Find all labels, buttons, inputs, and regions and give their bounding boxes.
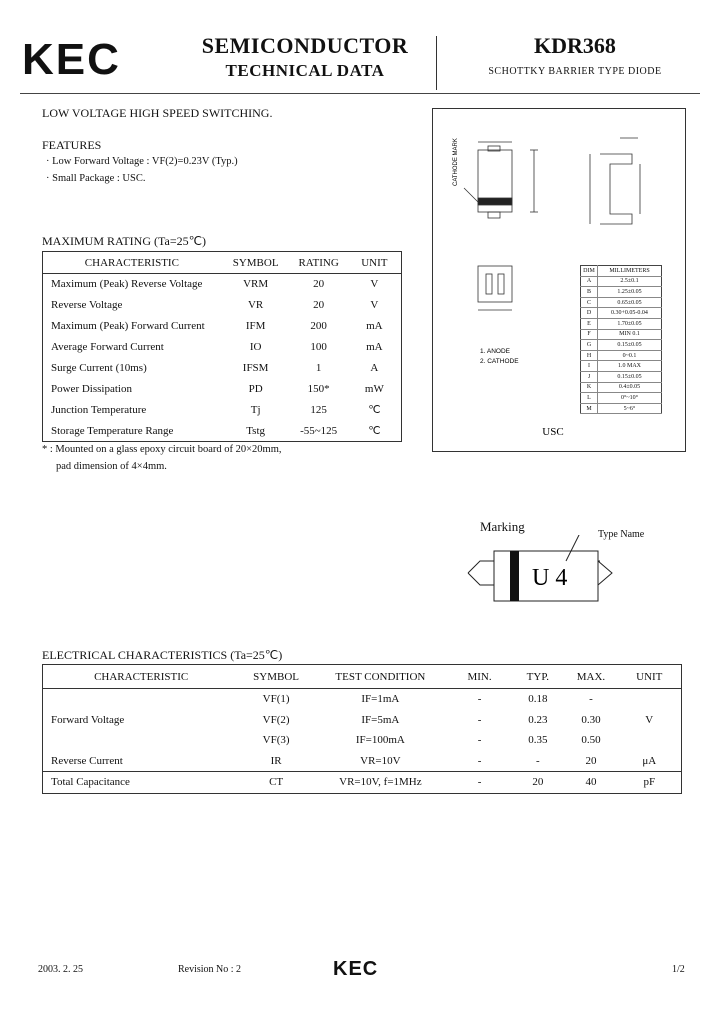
cell: VR=10V — [360, 754, 401, 767]
cell: - — [477, 693, 482, 706]
features-heading: FEATURES — [42, 138, 102, 152]
cell: Reverse Current — [51, 754, 123, 767]
cathode-mark-label: CATHODE MARK — [453, 138, 459, 186]
footer-revision: Revision No : 2 — [178, 964, 242, 975]
cell: IO — [249, 341, 262, 354]
table-row — [43, 689, 682, 710]
table-row — [581, 287, 662, 298]
cell: 0.30 — [581, 713, 601, 726]
cell: VF(1) — [262, 693, 290, 706]
table-row — [43, 295, 402, 316]
cell: E — [581, 318, 598, 329]
cell: μA — [642, 754, 657, 767]
table-row — [43, 358, 402, 379]
cell: 0.4±0.05 — [598, 382, 662, 393]
table-row — [43, 378, 402, 399]
col-header: TYP. — [511, 665, 564, 689]
table-row — [43, 420, 402, 441]
footer-page: 1/2 — [672, 964, 685, 975]
cathode-band — [478, 198, 512, 205]
table-row — [581, 403, 662, 414]
cell: V — [370, 299, 379, 312]
footnote: * : Mounted on a glass epoxy circuit board of 20×20mm, — [42, 444, 282, 455]
col-header: RATING — [290, 252, 348, 274]
table-row — [581, 393, 662, 404]
marking-cathode-band — [510, 551, 519, 601]
cell: IFM — [245, 320, 266, 333]
pin1-label: 1. ANODE — [480, 348, 510, 355]
cell: 1.0 MAX — [598, 361, 662, 372]
col-header: MAX. — [564, 665, 617, 689]
cell: 0.50 — [581, 734, 601, 747]
footer-logo: KEC — [333, 958, 379, 980]
footer-date: 2003. 2. 25 — [38, 964, 83, 975]
cell: - — [477, 754, 482, 767]
cell: 1 — [315, 362, 322, 374]
table-row — [581, 329, 662, 340]
cell: Total Capacitance — [43, 772, 240, 794]
cell: Maximum (Peak) Reverse Voltage — [51, 278, 203, 291]
table-row — [43, 337, 402, 358]
cell: ℃ — [368, 404, 381, 417]
marking-label: Marking — [480, 519, 525, 534]
max-rating-heading: MAXIMUM RATING (Ta=25℃) — [42, 234, 207, 248]
electrical-table — [42, 664, 682, 794]
cell: 20 — [313, 299, 325, 312]
table-row — [43, 772, 682, 794]
cell: CT — [239, 772, 313, 794]
table-row — [581, 308, 662, 319]
cell: I — [581, 361, 598, 372]
header-rule — [20, 93, 700, 94]
cell: Forward Voltage — [51, 713, 125, 726]
cell: -55~125 — [300, 424, 338, 437]
table-row — [43, 751, 682, 772]
cell: Average Forward Current — [51, 341, 164, 354]
footnote: pad dimension of 4×4mm. — [56, 461, 167, 472]
cell: Surge Current (10ms) — [51, 362, 147, 374]
table-row — [581, 276, 662, 287]
electrical-heading: ELECTRICAL CHARACTERISTICS (Ta=25℃) — [42, 648, 283, 662]
header-subtitle: TECHNICAL DATA — [225, 61, 385, 80]
cell: DIM — [581, 266, 598, 277]
cell: 5~6° — [598, 403, 662, 414]
cell: 100 — [310, 341, 327, 354]
cell: - — [448, 772, 511, 794]
cell: - — [589, 693, 593, 706]
table-row — [581, 382, 662, 393]
cell: 20 — [511, 772, 564, 794]
cell: Maximum (Peak) Forward Current — [51, 320, 205, 333]
table-header-row — [43, 252, 402, 274]
cell: 0.15±0.05 — [598, 340, 662, 351]
cell: 20 — [313, 278, 325, 291]
cell: C — [581, 297, 598, 308]
cell: L — [581, 393, 598, 404]
cell: V — [370, 278, 379, 291]
cell: Tj — [250, 403, 261, 416]
cell: 125 — [310, 403, 327, 416]
cell: VRM — [243, 278, 269, 291]
cell: mW — [364, 382, 384, 395]
cell: VR=10V, f=1MHz — [313, 772, 448, 794]
cell: ℃ — [368, 425, 381, 438]
table-header-row — [43, 665, 682, 689]
table-row — [581, 371, 662, 382]
cell: mA — [366, 341, 383, 354]
cell: 0.65±0.05 — [598, 297, 662, 308]
cell: G — [581, 340, 598, 351]
cell: IF=1mA — [361, 693, 400, 706]
cell: 20 — [585, 754, 597, 767]
table-row — [581, 340, 662, 351]
cell: J — [581, 371, 598, 382]
cell: 2.5±0.1 — [598, 276, 662, 287]
kec-logo: KEC — [22, 35, 121, 84]
cell: A — [370, 362, 379, 374]
cell: 0~0.1 — [598, 350, 662, 361]
cell: Power Dissipation — [51, 382, 132, 395]
col-header: CHARACTERISTIC — [43, 252, 222, 274]
feature-item: · Small Package : USC. — [46, 173, 146, 184]
max-rating-table — [42, 251, 402, 442]
cell: - — [535, 754, 540, 767]
col-header: SYMBOL — [239, 665, 313, 689]
col-header: UNIT — [618, 665, 682, 689]
cell: Reverse Voltage — [51, 299, 123, 312]
cell: Junction Temperature — [51, 403, 147, 416]
marking-code: U 4 — [532, 565, 568, 591]
application-text: LOW VOLTAGE HIGH SPEED SWITCHING. — [42, 106, 273, 120]
marking-drawing — [466, 535, 616, 607]
cell: mA — [366, 320, 383, 333]
cell: 0.23 — [528, 713, 548, 726]
cell: 0.15±0.05 — [598, 371, 662, 382]
cell: B — [581, 287, 598, 298]
cell: - — [477, 713, 482, 726]
cell: IR — [270, 754, 282, 767]
cell: pF — [618, 772, 682, 794]
cell: Tstg — [246, 424, 266, 437]
package-name: USC — [542, 426, 564, 438]
table-header-row — [581, 266, 662, 277]
cell: IF=100mA — [355, 734, 405, 747]
package-end-view — [478, 266, 512, 302]
cell: K — [581, 382, 598, 393]
dimension-table — [580, 265, 662, 414]
col-header: TEST CONDITION — [313, 665, 448, 689]
cell: PD — [248, 382, 263, 395]
cell: IFSM — [242, 362, 269, 374]
cell: - — [477, 734, 482, 747]
feature-item: · Low Forward Voltage : VF(2)=0.23V (Typ.) — [46, 156, 238, 167]
cell: VF(2) — [262, 713, 290, 726]
cell: V — [645, 713, 654, 726]
table-row — [43, 316, 402, 337]
cell: 0.35 — [528, 734, 548, 747]
table-row — [581, 361, 662, 372]
cell: F — [581, 329, 598, 340]
cell: 40 — [564, 772, 617, 794]
cell: 200 — [310, 320, 327, 333]
cell: D — [581, 308, 598, 319]
header-divider — [436, 36, 437, 90]
table-row — [43, 274, 402, 295]
part-type: SCHOTTKY BARRIER TYPE DIODE — [488, 66, 662, 77]
type-name-label: Type Name — [598, 529, 645, 540]
col-header: UNIT — [348, 252, 402, 274]
table-row — [43, 399, 402, 420]
cell: 150* — [307, 382, 330, 395]
part-number: KDR368 — [534, 33, 616, 58]
cell: H — [581, 350, 598, 361]
cell: 0°~10° — [598, 393, 662, 404]
cell: Storage Temperature Range — [51, 424, 174, 437]
cell: IF=5mA — [361, 713, 400, 726]
cell: M — [581, 403, 598, 414]
cell: VR — [247, 299, 264, 312]
col-header: SYMBOL — [222, 252, 290, 274]
cell: A — [581, 276, 598, 287]
table-row — [581, 318, 662, 329]
cell: MIN 0.1 — [598, 329, 662, 340]
cell: 0.18 — [528, 693, 548, 706]
pin2-label: 2. CATHODE — [480, 358, 519, 365]
col-header: MIN. — [448, 665, 511, 689]
cell: 1.25±0.05 — [598, 287, 662, 298]
table-row — [581, 350, 662, 361]
cell: VF(3) — [262, 734, 290, 747]
cell: MILLIMETERS — [598, 266, 662, 277]
table-row — [581, 297, 662, 308]
cell: 0.30+0.05-0.04 — [598, 308, 662, 319]
header-title: SEMICONDUCTOR — [201, 33, 409, 58]
col-header: CHARACTERISTIC — [43, 665, 240, 689]
cell: 1.70±0.05 — [598, 318, 662, 329]
